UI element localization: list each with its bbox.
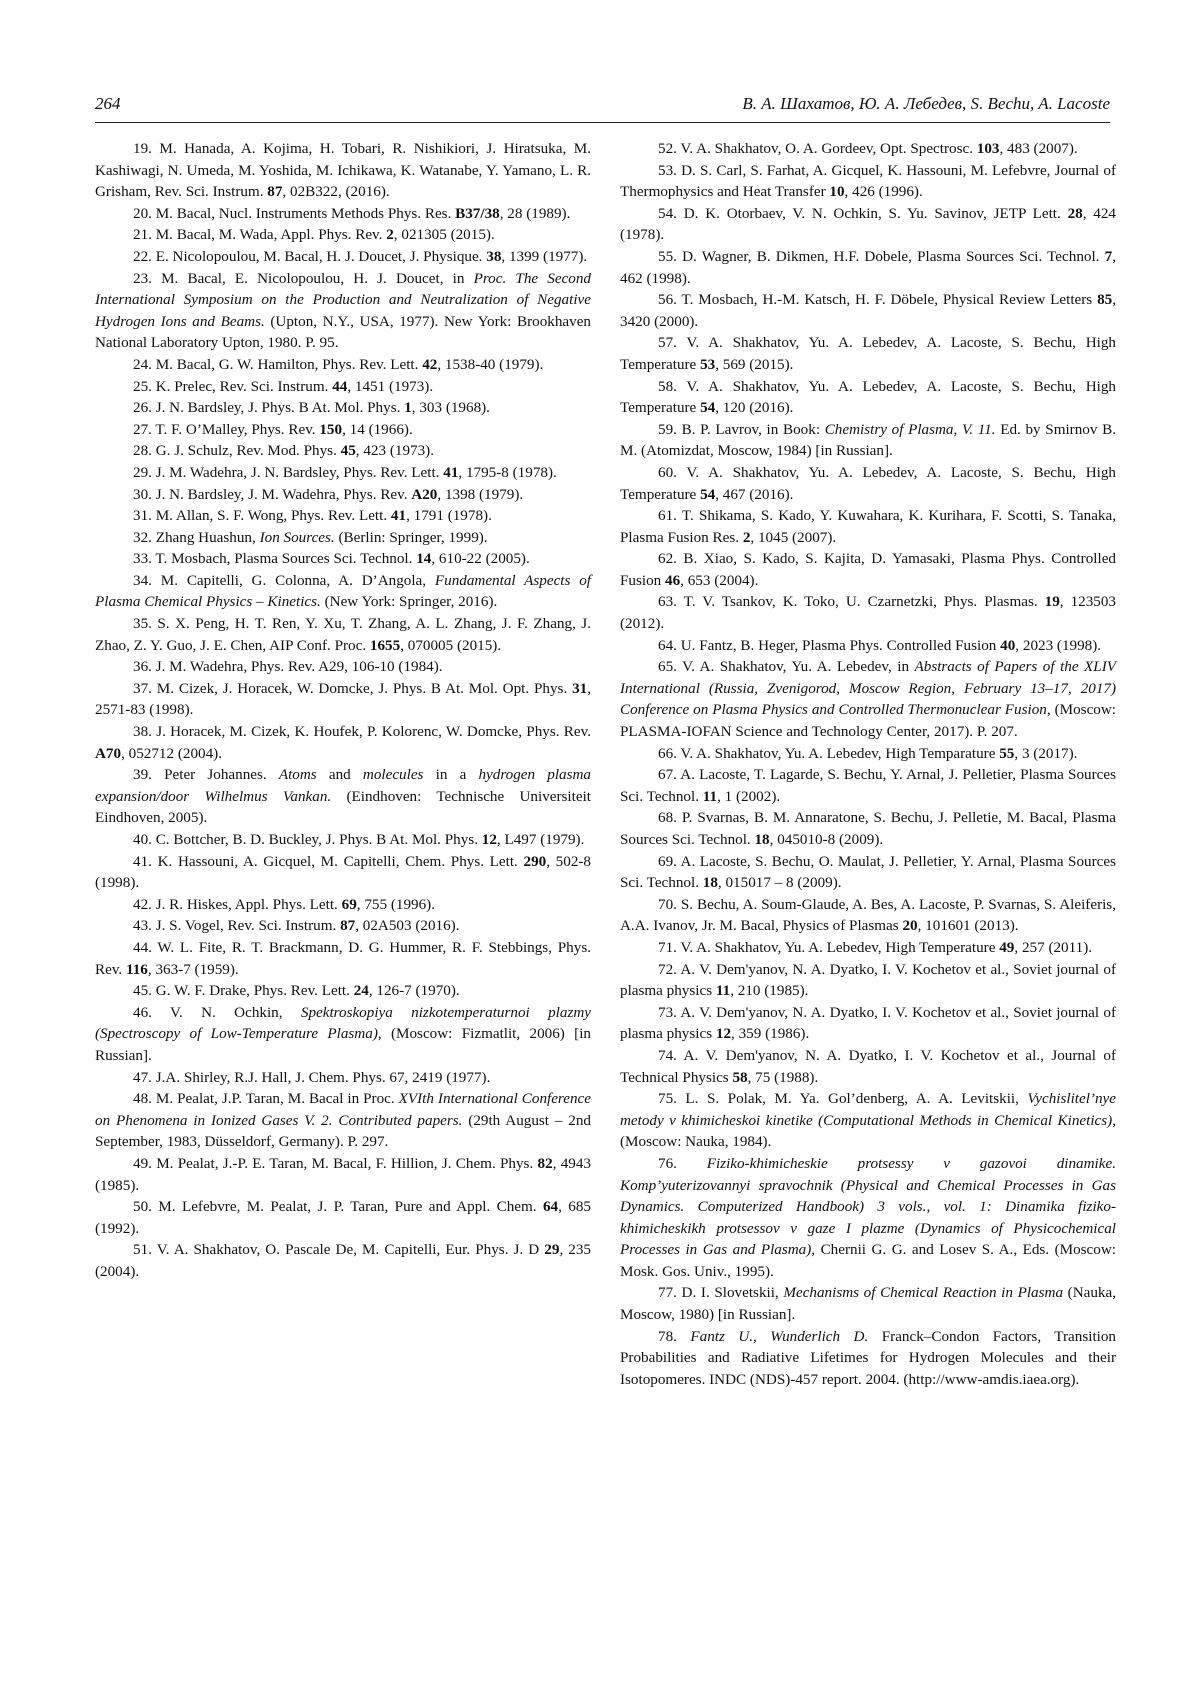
reference-67-segment: , 1 (2002). [717, 787, 781, 805]
reference-48-segment: (29th August – 2nd September, 1983, Düsseldorf, Germany). P. 297. [95, 1111, 592, 1151]
reference-55 [620, 246, 1116, 289]
reference-75-segment: Vychislitel’nye metody v khimicheskoi kinetike (Computational Methods in Chemical Kinetics) [620, 1090, 1116, 1129]
reference-36-segment: 36. J. M. Wadehra, Phys. Rev. A29, 106-10 (1984). [133, 658, 443, 676]
reference-64-segment: 64. U. Fantz, B. Heger, Plasma Phys. Controlled Fusion [658, 636, 1001, 654]
reference-67 [620, 764, 1116, 807]
reference-39 [95, 764, 591, 829]
reference-55-segment: , 462 (1998). [620, 247, 1116, 287]
reference-65-segment: Abstracts of Papers of the XLIV International (Russia, Zvenigorod, Moscow Region, February 13–17, 2017) Conference on Plasma Physics and Controlled Thermonuclear Fusion, [620, 658, 1117, 719]
reference-66-segment: 66. V. A. Shakhatov, Yu. A. Lebedev, High Temparature [658, 744, 1000, 762]
reference-55-segment: 7 [1104, 247, 1113, 265]
reference-41-segment: , 502-8 (1998). [95, 852, 592, 892]
reference-63-segment: 63. T. V. Tsankov, K. Toko, U. Czarnetzki, Phys. Plasmas. [658, 593, 1045, 611]
references-left-column [95, 138, 591, 1282]
reference-40-segment: , L497 (1979). [496, 831, 585, 848]
reference-56-segment: 56. T. Mosbach, H.-M. Katsch, H. F. Döbele, Physical Review Letters [658, 291, 1098, 309]
reference-44 [95, 937, 591, 980]
reference-73-segment: , 359 (1986). [731, 1025, 810, 1043]
reference-20 [95, 203, 591, 225]
reference-32-segment: (Berlin: Springer, 1999). [334, 528, 488, 546]
reference-51-segment: 29 [544, 1241, 560, 1259]
reference-39-segment: and [316, 766, 363, 784]
reference-22-segment: 38 [486, 247, 502, 265]
reference-24-segment: 24. M. Bacal, G. W. Hamilton, Phys. Rev. Lett. [133, 355, 423, 373]
reference-20-segment: B37/38 [455, 204, 500, 222]
reference-43-segment: , 02A503 (2016). [355, 917, 460, 935]
reference-19 [95, 138, 591, 203]
reference-50-segment: , 685 (1992). [95, 1198, 592, 1237]
reference-65 [620, 656, 1116, 742]
reference-75-segment: , (Moscow: Nauka, 1984). [620, 1111, 1116, 1151]
reference-21-segment: , 021305 (2015). [393, 226, 495, 244]
reference-19-segment: 19. M. Hanada, A. Kojima, H. Tobari, R. Nishikiori, J. Hiratsuka, M. Kashiwagi, N. Umeda, M. Yoshida, M. Ichikawa, K. Watanabe, Y. Yamano, L. R. Grisham, Rev. Sci. Instrum. [95, 140, 591, 201]
reference-78-segment: 78. [658, 1327, 691, 1345]
reference-46-segment: 46. V. N. Ochkin, [133, 1003, 301, 1021]
reference-45-segment: , 126-7 (1970). [368, 982, 460, 1000]
reference-58-segment: 54 [700, 399, 716, 417]
reference-69-segment: 69. A. Lacoste, S. Bechu, O. Maulat, J. Pelletier, Y. Arnal, Plasma Sources Sci. Technol. [620, 852, 1116, 892]
reference-26-segment: , 303 (1968). [411, 399, 490, 417]
reference-24 [95, 354, 591, 376]
reference-60-segment: 54 [700, 485, 716, 503]
reference-40 [95, 829, 591, 851]
reference-46-segment: Spektroskopiya nizkotemperaturnoi plazmy (Spectroscopy of Low-Temperature Plasma) [95, 1003, 591, 1043]
reference-50-segment: 64 [542, 1198, 559, 1216]
reference-69-segment: 18 [702, 874, 718, 892]
reference-68-segment: 68. P. Svarnas, B. M. Annaratone, S. Bechu, J. Pelletie, M. Bacal, Plasma Sources Sci. Technol. [620, 809, 1116, 848]
reference-76-segment: Chernii G. G. and Losev S. A., Eds. (Moscow: Mosk. Gos. Univ., 1995). [620, 1241, 1116, 1280]
reference-63-segment: , 123503 (2012). [620, 593, 1116, 633]
reference-34-segment: Fundamental Aspects of Plasma Chemical Physics – Kinetics. [95, 571, 592, 611]
reference-33 [95, 548, 591, 570]
reference-28-segment: , 423 (1973). [355, 442, 434, 460]
reference-25-segment: 44 [332, 377, 348, 395]
reference-39-segment: molecules [362, 766, 424, 784]
reference-53-segment: 10 [829, 183, 845, 201]
reference-47-segment: 47. J.A. Shirley, R.J. Hall, J. Chem. Phys. 67, 2419 (1977). [133, 1068, 491, 1086]
reference-36 [95, 656, 591, 678]
reference-23-segment: (Upton, N.Y., USA, 1977). New York: Brookhaven National Laboratory Upton, 1980. P. 95. [95, 312, 592, 352]
reference-51-segment: , 235 (2004). [95, 1241, 592, 1280]
reference-37 [95, 678, 591, 721]
reference-72-segment: 72. A. V. Dem'yanov, N. A. Dyatko, I. V. Kochetov et al., Soviet journal of plasma physics [620, 960, 1116, 1000]
reference-35-segment: , 070005 (2015). [400, 636, 502, 654]
reference-29-segment: 41 [443, 463, 459, 481]
reference-43 [95, 915, 591, 937]
reference-50 [95, 1196, 591, 1239]
reference-20-segment: , 28 (1989). [499, 204, 571, 222]
reference-59-segment: Ed. by Smirnov B. M. (Atomizdat, Moscow, 1984) [in Russian]. [620, 420, 1116, 460]
reference-76-segment: 76. [658, 1154, 707, 1172]
reference-71 [620, 937, 1116, 959]
reference-38-segment: 38. J. Horacek, M. Cizek, K. Houfek, P. Kolorenc, W. Domcke, Phys. Rev. [133, 723, 591, 741]
reference-55-segment: 55. D. Wagner, B. Dikmen, H.F. Dobele, Plasma Sources Sci. Technol. [658, 247, 1105, 265]
reference-78-segment: Franck–Condon Factors, Transition Probabilities and Radiative Lifetimes for Hydrogen Molecules and their Isotopomeres. INDC (NDS)-457 report. 2004. (http://www-amdis.iaea.org). [620, 1327, 1116, 1388]
reference-52-segment: 103 [976, 140, 1000, 157]
reference-64-segment: 40 [1000, 636, 1016, 654]
reference-71-segment: 71. V. A. Shakhatov, Yu. A. Lebedev, High Temperature [658, 938, 1000, 956]
reference-46-segment: , (Moscow: Fizmatlit, 2006) [in Russian]. [95, 1025, 591, 1064]
reference-44-segment: 116 [125, 960, 148, 978]
reference-59-segment: 59. B. P. Lavrov, in Book: [658, 420, 825, 438]
page-header [95, 94, 1110, 123]
reference-58 [620, 376, 1116, 419]
reference-70-segment: 20 [902, 917, 918, 935]
reference-21 [95, 224, 591, 246]
reference-66-segment: , 3 (2017). [1014, 744, 1078, 762]
reference-54 [620, 203, 1116, 246]
reference-34 [95, 570, 591, 613]
reference-35-segment: 35. S. X. Peng, H. T. Ren, Y. Xu, T. Zhang, A. L. Zhang, J. F. Zhang, J. Zhao, Z. Y. Guo, J. E. Chen, AIP Conf. Proc. [95, 615, 591, 654]
reference-60-segment: , 467 (2016). [715, 485, 794, 503]
reference-22 [95, 246, 591, 268]
reference-29-segment: , 1795-8 (1978). [458, 463, 557, 481]
reference-28-segment: 45 [340, 442, 356, 460]
reference-61-segment: , 1045 (2007). [750, 528, 837, 546]
reference-49 [95, 1153, 591, 1196]
reference-62-segment: , 653 (2004). [680, 571, 759, 589]
reference-67-segment: 67. A. Lacoste, T. Lagarde, S. Bechu, Y. Arnal, J. Pelletier, Plasma Sources Sci. Technol. [620, 766, 1116, 805]
reference-35-segment: 1655 [369, 636, 401, 654]
reference-56-segment: 85 [1097, 291, 1113, 309]
reference-68-segment: 18 [754, 831, 770, 848]
reference-57-segment: , 569 (2015). [715, 355, 794, 373]
reference-26 [95, 397, 591, 419]
reference-28-segment: 28. G. J. Schulz, Rev. Mod. Phys. [133, 442, 341, 460]
reference-72-segment: 11 [715, 982, 731, 1000]
reference-69-segment: , 015017 – 8 (2009). [717, 874, 842, 892]
reference-74-segment: 74. A. V. Dem'yanov, N. A. Dyatko, I. V. Kochetov et al., Journal of Technical Physics [620, 1046, 1116, 1086]
reference-26-segment: 1 [404, 399, 412, 417]
reference-63 [620, 591, 1116, 634]
reference-29-segment: 29. J. M. Wadehra, J. N. Bardsley, Phys. Rev. Lett. [133, 463, 444, 481]
reference-26-segment: 26. J. N. Bardsley, J. Phys. B At. Mol. Phys. [133, 399, 405, 417]
reference-23 [95, 268, 591, 354]
reference-25-segment: , 1451 (1973). [347, 377, 434, 395]
reference-64 [620, 635, 1116, 657]
reference-37-segment: , 2571-83 (1998). [95, 679, 591, 719]
reference-22-segment: 22. E. Nicolopoulou, M. Bacal, H. J. Doucet, J. Physique. [133, 247, 487, 265]
reference-22-segment: , 1399 (1977). [501, 247, 588, 265]
reference-37-segment: 31 [572, 679, 588, 697]
reference-41-segment: 290 [523, 852, 547, 870]
reference-52-segment: , 483 (2007). [999, 140, 1078, 157]
reference-45-segment: 45. G. W. F. Drake, Phys. Rev. Lett. [133, 982, 354, 1000]
reference-31-segment: 41 [390, 507, 407, 525]
reference-68 [620, 807, 1116, 850]
reference-48-segment: 48. M. Pealat, J.P. Taran, M. Bacal in Proc. [133, 1090, 399, 1108]
reference-74-segment: 58 [732, 1068, 748, 1086]
reference-45 [95, 980, 591, 1002]
reference-39-segment: Atoms [278, 766, 317, 784]
reference-34-segment: (New York: Springer, 2016). [320, 593, 498, 611]
reference-31 [95, 505, 591, 527]
reference-60 [620, 462, 1116, 505]
reference-41 [95, 851, 591, 894]
reference-66 [620, 743, 1116, 765]
reference-33-segment: , 610-22 (2005). [431, 550, 530, 568]
reference-49-segment: , 4943 (1985). [95, 1154, 591, 1194]
reference-73 [620, 1002, 1116, 1045]
reference-48 [95, 1088, 591, 1153]
reference-42-segment: , 755 (1996). [356, 895, 435, 913]
reference-53-segment: 53. D. S. Carl, S. Farhat, A. Gicquel, K. Hassouni, M. Lefebvre, Journal of Thermophysics and Heat Transfer [620, 161, 1116, 201]
page-number: 264 [95, 94, 121, 113]
reference-42-segment: 42. J. R. Hiskes, Appl. Phys. Lett. [133, 895, 342, 913]
reference-59-segment: Chemistry of Plasma, V. 11. [824, 420, 996, 438]
reference-77 [620, 1282, 1116, 1325]
reference-62-segment: 62. B. Xiao, S. Kado, S. Kajita, D. Yamasaki, Plasma Phys. Controlled Fusion [620, 550, 1116, 589]
reference-66-segment: 55 [999, 744, 1015, 762]
reference-67-segment: 11 [702, 787, 718, 805]
reference-58-segment: 58. V. A. Shakhatov, Yu. A. Lebedev, A. Lacoste, S. Bechu, High Temperature [620, 377, 1116, 417]
reference-38-segment: A70 [95, 744, 122, 762]
reference-78 [620, 1326, 1116, 1391]
reference-64-segment: , 2023 (1998). [1015, 636, 1102, 654]
reference-33-segment: 14 [416, 550, 432, 568]
reference-51 [95, 1239, 591, 1282]
reference-28 [95, 440, 591, 462]
reference-74 [620, 1045, 1116, 1088]
reference-56 [620, 289, 1116, 332]
reference-53 [620, 160, 1116, 203]
reference-20-segment: 20. M. Bacal, Nucl. Instruments Methods Phys. Res. [133, 204, 456, 222]
reference-76 [620, 1153, 1116, 1283]
reference-41-segment: 41. K. Hassouni, A. Gicquel, M. Capitelli, Chem. Phys. Lett. [133, 852, 524, 870]
reference-31-segment: , 1791 (1978). [406, 507, 492, 525]
reference-73-segment: 73. A. V. Dem'yanov, N. A. Dyatko, I. V. Kochetov et al., Soviet journal of plasma physics [620, 1003, 1116, 1043]
reference-70-segment: 70. S. Bechu, A. Soum-Glaude, A. Bes, A. Lacoste, P. Svarnas, S. Aleiferis, A.A. Ivanov, Jr. M. Bacal, Physics of Plasmas [620, 895, 1116, 935]
reference-75 [620, 1088, 1116, 1153]
reference-63-segment: 19 [1044, 593, 1060, 611]
reference-30 [95, 484, 591, 506]
reference-73-segment: 12 [715, 1025, 732, 1043]
reference-25-segment: 25. K. Prelec, Rev. Sci. Instrum. [133, 377, 333, 395]
references-right-column [620, 138, 1116, 1390]
reference-78-segment: Fantz U., Wunderlich D. [690, 1327, 869, 1345]
reference-21-segment: 2 [386, 226, 394, 244]
reference-51-segment: 51. V. A. Shakhatov, O. Pascale De, M. Capitelli, Eur. Phys. J. D [133, 1241, 545, 1259]
reference-54-segment: , 424 (1978). [620, 204, 1116, 244]
reference-32 [95, 527, 591, 549]
reference-69 [620, 851, 1116, 894]
reference-54-segment: 28 [1067, 204, 1083, 222]
reference-21-segment: 21. M. Bacal, M. Wada, Appl. Phys. Rev. [133, 226, 387, 244]
reference-42-segment: 69 [341, 895, 357, 913]
reference-65-segment: (Moscow: PLASMA-IOFAN Science and Technology Center, 2017). P. 207. [620, 701, 1117, 741]
reference-31-segment: 31. M. Allan, S. F. Wong, Phys. Rev. Lett. [133, 507, 391, 525]
reference-68-segment: , 045010-8 (2009). [769, 831, 884, 848]
reference-25 [95, 376, 591, 398]
reference-37-segment: 37. M. Cizek, J. Horacek, W. Domcke, J. Phys. B At. Mol. Opt. Phys. [133, 679, 573, 697]
reference-49-segment: 82 [537, 1154, 553, 1172]
reference-48-segment: XVIth International Conference on Phenomena in Ionized Gases V. 2. Contributed papers. [95, 1090, 591, 1129]
reference-27 [95, 419, 591, 441]
reference-65-segment: 65. V. A. Shakhatov, Yu. A. Lebedev, in [658, 658, 915, 676]
reference-42 [95, 894, 591, 916]
reference-75-segment: 75. L. S. Polak, M. Ya. Gol’denberg, A. A. Levitskii, [658, 1090, 1028, 1108]
reference-76-segment: Fiziko-khimicheskie protsessy v gazovoi dinamike. Komp’yuterizovannyi spravochnik (Physical and Chemical Processes in Gas Dynamics. Computerized Handbook) 3 vols., vol. 1: Dinamika fiziko-khimicheskikh protsessov v gaze I plazme (Dynamics of Physicochemical Processes in Gas and Plasma), [620, 1154, 1116, 1259]
reference-30-segment: , 1398 (1979). [437, 485, 524, 503]
reference-33-segment: 33. T. Mosbach, Plasma Sources Sci. Technol. [133, 550, 417, 568]
reference-29 [95, 462, 591, 484]
reference-71-segment: 49 [999, 938, 1015, 956]
reference-23-segment: Proc. The Second International Symposium on the Production and Neutralization of Negative Hydrogen Ions and Beams. [95, 269, 591, 330]
reference-40-segment: 40. C. Bottcher, B. D. Buckley, J. Phys. B At. Mol. Phys. [133, 831, 482, 848]
reference-61-segment: 61. T. Shikama, S. Kado, Y. Kuwahara, K. Kurihara, F. Scotti, S. Tanaka, Plasma Fusion Res. [620, 507, 1116, 546]
reference-34-segment: 34. M. Capitelli, G. Colonna, A. D’Angola, [133, 571, 435, 589]
reference-62 [620, 548, 1116, 591]
reference-77-segment: (Nauka, Moscow, 1980) [in Russian]. [620, 1284, 1116, 1324]
reference-59 [620, 419, 1116, 462]
reference-58-segment: , 120 (2016). [715, 399, 794, 417]
reference-72 [620, 959, 1116, 1002]
reference-27-segment: , 14 (1966). [342, 420, 413, 438]
reference-50-segment: 50. M. Lefebvre, M. Pealat, J. P. Taran, Pure and Appl. Chem. [133, 1198, 543, 1216]
reference-49-segment: 49. M. Pealat, J.-P. E. Taran, M. Bacal, F. Hillion, J. Chem. Phys. [133, 1154, 538, 1172]
reference-30-segment: 30. J. N. Bardsley, J. M. Wadehra, Phys. Rev. [133, 485, 412, 503]
reference-30-segment: A20 [411, 485, 438, 503]
reference-57-segment: 53 [700, 355, 716, 373]
reference-72-segment: , 210 (1985). [730, 982, 809, 1000]
reference-19-segment: 87 [267, 183, 283, 201]
reference-46 [95, 1002, 591, 1067]
reference-44-segment: , 363-7 (1959). [147, 960, 239, 978]
reference-54-segment: 54. D. K. Otorbaev, V. N. Ochkin, S. Yu. Savinov, JETP Lett. [658, 204, 1068, 222]
reference-32-segment: 32. Zhang Huashun, [133, 528, 260, 546]
reference-74-segment: , 75 (1988). [747, 1068, 819, 1086]
reference-40-segment: 12 [481, 831, 497, 848]
reference-53-segment: , 426 (1996). [844, 183, 923, 201]
reference-62-segment: 46 [665, 571, 681, 589]
reference-35 [95, 613, 591, 656]
reference-32-segment: Ion Sources. [259, 528, 335, 546]
reference-60-segment: 60. V. A. Shakhatov, Yu. A. Lebedev, A. Lacoste, S. Bechu, High Temperature [620, 463, 1116, 503]
reference-24-segment: , 1538-40 (1979). [437, 355, 544, 373]
reference-47 [95, 1067, 591, 1089]
reference-52 [620, 138, 1116, 160]
reference-23-segment: 23. M. Bacal, E. Nicolopoulou, H. J. Doucet, in [133, 269, 474, 287]
running-head: В. А. Шахатов, Ю. А. Лебедев, S. Bechu, A. Lacoste [742, 94, 1110, 113]
reference-61 [620, 505, 1116, 548]
reference-43-segment: 87 [340, 917, 356, 935]
reference-57 [620, 332, 1116, 375]
reference-39-segment: 39. Peter Johannes. [133, 766, 279, 784]
reference-39-segment: in a [423, 766, 479, 784]
reference-38-segment: , 052712 (2004). [121, 744, 223, 762]
reference-70 [620, 894, 1116, 937]
reference-38 [95, 721, 591, 764]
reference-56-segment: , 3420 (2000). [620, 291, 1116, 330]
reference-71-segment: , 257 (2011). [1014, 938, 1093, 956]
reference-52-segment: 52. V. A. Shakhatov, O. A. Gordeev, Opt. Spectrosc. [658, 140, 977, 157]
reference-77-segment: Mechanisms of Chemical Reaction in Plasma [783, 1284, 1064, 1302]
reference-45-segment: 24 [353, 982, 369, 1000]
reference-44-segment: 44. W. L. Fite, R. T. Brackmann, D. G. Hummer, R. F. Stebbings, Phys. Rev. [95, 938, 591, 978]
reference-43-segment: 43. J. S. Vogel, Rev. Sci. Instrum. [133, 917, 341, 935]
reference-61-segment: 2 [742, 528, 751, 546]
reference-39-segment: (Eindhoven: Technische Universiteit Eindhoven, 2005). [95, 787, 591, 827]
reference-39-segment: hydrogen plasma expansion/door Wilhelmus Vankan. [95, 766, 592, 805]
reference-24-segment: 42 [422, 355, 438, 373]
reference-19-segment: , 02B322, (2016). [282, 183, 390, 201]
reference-77-segment: 77. D. I. Slovetskii, [658, 1284, 784, 1302]
reference-27-segment: 27. T. F. O’Malley, Phys. Rev. [133, 420, 320, 438]
reference-70-segment: , 101601 (2013). [917, 917, 1019, 935]
reference-57-segment: 57. V. A. Shakhatov, Yu. A. Lebedev, A. Lacoste, S. Bechu, High Temperature [620, 334, 1116, 373]
reference-27-segment: 150 [319, 420, 343, 438]
